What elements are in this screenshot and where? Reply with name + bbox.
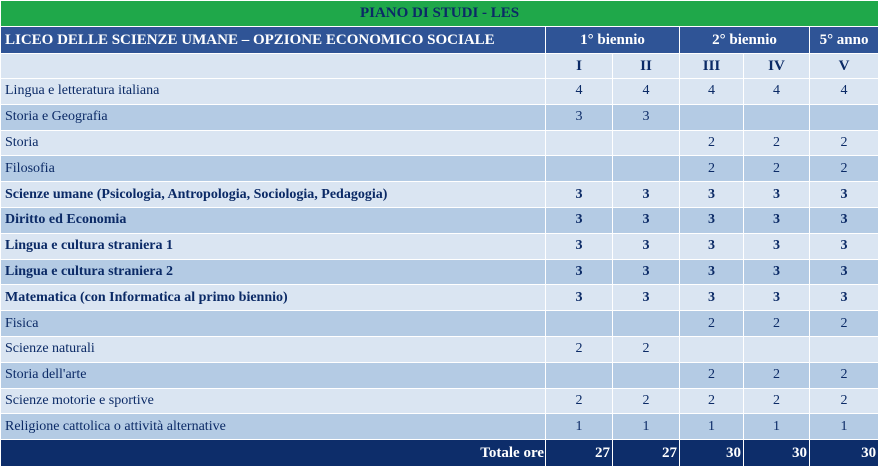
hours-cell: 3 <box>613 104 680 130</box>
total-value: 30 <box>744 440 810 467</box>
hours-cell: 2 <box>613 336 680 362</box>
hours-cell: 2 <box>744 362 810 388</box>
hours-cell: 4 <box>546 79 613 105</box>
hours-cell: 3 <box>546 207 613 233</box>
hours-cell: 2 <box>744 388 810 414</box>
year-label-empty <box>1 54 546 79</box>
table-row <box>1 362 879 388</box>
hours-cell: 3 <box>810 285 879 311</box>
first-biennium-header: 1° biennio <box>546 27 680 54</box>
hours-cell: 2 <box>546 388 613 414</box>
hours-cell: 1 <box>613 414 680 440</box>
header-row <box>1 27 879 54</box>
second-biennium-header: 2° biennio <box>680 27 810 54</box>
hours-cell <box>744 104 810 130</box>
hours-cell: 3 <box>613 233 680 259</box>
hours-cell: 4 <box>680 79 744 105</box>
hours-cell: 3 <box>810 182 879 208</box>
subject-name: Lingua e cultura straniera 2 <box>1 259 546 285</box>
table-row <box>1 311 879 337</box>
hours-cell: 2 <box>680 362 744 388</box>
hours-cell <box>546 130 613 156</box>
hours-cell: 2 <box>680 388 744 414</box>
year-header: II <box>613 54 680 79</box>
hours-cell: 2 <box>546 336 613 362</box>
hours-cell: 3 <box>680 285 744 311</box>
hours-cell: 3 <box>680 259 744 285</box>
table-row <box>1 414 879 440</box>
hours-cell <box>613 130 680 156</box>
page-title: PIANO DI STUDI - LES <box>1 1 879 27</box>
subject-name: Scienze motorie e sportive <box>1 388 546 414</box>
hours-cell: 2 <box>810 130 879 156</box>
hours-cell <box>810 336 879 362</box>
table-row <box>1 156 879 182</box>
year-header: I <box>546 54 613 79</box>
table-row <box>1 130 879 156</box>
hours-cell: 3 <box>680 207 744 233</box>
hours-cell: 2 <box>810 311 879 337</box>
hours-cell: 3 <box>546 104 613 130</box>
hours-cell: 1 <box>744 414 810 440</box>
total-value: 30 <box>680 440 744 467</box>
hours-cell <box>744 336 810 362</box>
hours-cell: 3 <box>613 285 680 311</box>
total-value: 30 <box>810 440 879 467</box>
subject-name: Lingua e letteratura italiana <box>1 79 546 105</box>
hours-cell: 3 <box>744 285 810 311</box>
subject-name: Fisica <box>1 311 546 337</box>
subject-name: Storia dell'arte <box>1 362 546 388</box>
year-header: IV <box>744 54 810 79</box>
total-label: Totale ore <box>1 440 546 467</box>
hours-cell: 3 <box>546 182 613 208</box>
course-title: LICEO DELLE SCIENZE UMANE – OPZIONE ECONOMICO SOCIALE <box>1 27 546 54</box>
total-value: 27 <box>613 440 680 467</box>
subject-name: Lingua e cultura straniera 1 <box>1 233 546 259</box>
hours-cell: 3 <box>810 207 879 233</box>
hours-cell: 1 <box>810 414 879 440</box>
hours-cell: 3 <box>546 285 613 311</box>
hours-cell <box>613 311 680 337</box>
table-row <box>1 336 879 362</box>
subject-name: Diritto ed Economia <box>1 207 546 233</box>
hours-cell <box>613 362 680 388</box>
hours-cell <box>613 156 680 182</box>
hours-cell: 1 <box>546 414 613 440</box>
year-header: III <box>680 54 744 79</box>
table-row <box>1 388 879 414</box>
hours-cell: 2 <box>680 156 744 182</box>
subject-name: Storia e Geografia <box>1 104 546 130</box>
table-row <box>1 207 879 233</box>
hours-cell: 2 <box>680 130 744 156</box>
subject-name: Matematica (con Informatica al primo biennio) <box>1 285 546 311</box>
hours-cell: 4 <box>810 79 879 105</box>
hours-cell <box>680 336 744 362</box>
hours-cell: 4 <box>613 79 680 105</box>
hours-cell <box>546 311 613 337</box>
hours-cell: 3 <box>546 259 613 285</box>
subject-name: Storia <box>1 130 546 156</box>
subject-name: Scienze naturali <box>1 336 546 362</box>
hours-cell <box>810 104 879 130</box>
hours-cell: 3 <box>744 182 810 208</box>
hours-cell <box>680 104 744 130</box>
year-row <box>1 54 879 79</box>
subject-name: Scienze umane (Psicologia, Antropologia, Sociologia, Pedagogia) <box>1 182 546 208</box>
hours-cell: 2 <box>810 362 879 388</box>
subject-name: Religione cattolica o attività alternative <box>1 414 546 440</box>
hours-cell: 3 <box>613 182 680 208</box>
hours-cell: 2 <box>680 311 744 337</box>
table-row <box>1 104 879 130</box>
hours-cell: 2 <box>744 156 810 182</box>
hours-cell: 2 <box>613 388 680 414</box>
subject-name: Filosofia <box>1 156 546 182</box>
hours-cell: 2 <box>810 156 879 182</box>
table-row <box>1 182 879 208</box>
total-row <box>1 440 879 467</box>
title-row <box>1 1 879 27</box>
hours-cell: 4 <box>744 79 810 105</box>
hours-cell: 3 <box>810 233 879 259</box>
hours-cell: 3 <box>810 259 879 285</box>
hours-cell: 3 <box>613 207 680 233</box>
hours-cell: 2 <box>744 311 810 337</box>
table-row <box>1 233 879 259</box>
fifth-year-header: 5° anno <box>810 27 879 54</box>
hours-cell: 3 <box>744 207 810 233</box>
total-value: 27 <box>546 440 613 467</box>
hours-cell <box>546 156 613 182</box>
hours-cell: 3 <box>744 233 810 259</box>
hours-cell: 3 <box>613 259 680 285</box>
table-row <box>1 285 879 311</box>
hours-cell: 3 <box>744 259 810 285</box>
hours-cell: 2 <box>744 130 810 156</box>
hours-cell: 3 <box>680 233 744 259</box>
hours-cell: 3 <box>546 233 613 259</box>
hours-cell <box>546 362 613 388</box>
hours-cell: 3 <box>680 182 744 208</box>
table-row <box>1 259 879 285</box>
hours-cell: 1 <box>680 414 744 440</box>
table-row <box>1 79 879 105</box>
year-header: V <box>810 54 879 79</box>
hours-cell: 2 <box>810 388 879 414</box>
